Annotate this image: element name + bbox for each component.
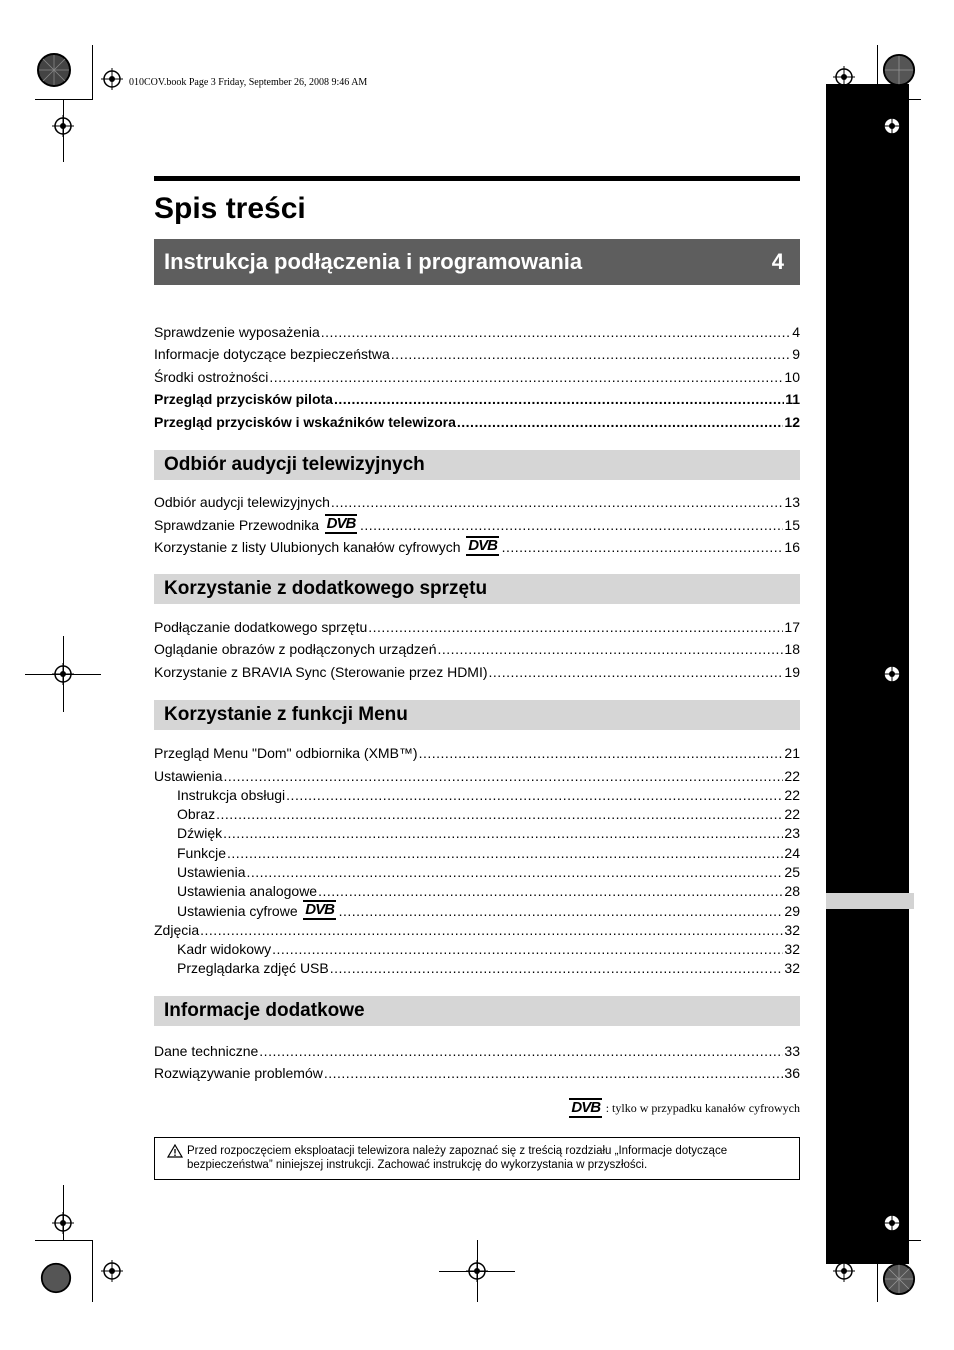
warning-text: Przed rozpoczęciem eksploatacji telewizora należy zapoznać się z treścią rozdziału „Informacje dotyczące bezpieczeństwa” niniejszej instrukcji. Zachować instrukcję do wykorzystania w przyszłości.	[187, 1145, 728, 1172]
dvb-logo-icon: DVB	[326, 514, 356, 532]
toc-row[interactable]	[154, 880, 800, 899]
crop-mark	[877, 1240, 921, 1241]
crop-mark	[877, 99, 921, 100]
toc-row[interactable]	[154, 488, 800, 511]
toc-label: Rozwiązywanie problemów	[154, 1065, 323, 1082]
crop-mark	[877, 45, 878, 100]
toc-page: 32	[784, 960, 800, 977]
dvb-note	[154, 1099, 800, 1117]
side-tab-marker	[826, 893, 914, 909]
leader-dots	[438, 641, 784, 657]
toc-page: 15	[784, 516, 800, 533]
section-list	[154, 488, 800, 556]
crop-mark	[92, 45, 93, 100]
leader-dots	[339, 903, 784, 919]
toc-label: Dźwięk	[177, 825, 223, 842]
toc-label: Przeglądarka zdjęć USB	[177, 960, 329, 977]
top-rule	[154, 176, 800, 181]
toc-row[interactable]	[154, 919, 800, 938]
leader-dots	[368, 619, 783, 635]
toc-page: 24	[784, 844, 800, 861]
toc-row[interactable]	[154, 385, 800, 408]
crop-mark	[439, 1271, 515, 1272]
crop-mark	[877, 1240, 878, 1302]
toc-row[interactable]	[154, 635, 800, 658]
toc-page: 10	[784, 368, 800, 385]
main-section-page: 4	[771, 249, 784, 274]
toc-row[interactable]	[154, 657, 800, 680]
main-section-list	[154, 317, 800, 430]
crosshair-icon	[881, 663, 903, 685]
toc-row[interactable]	[154, 761, 800, 784]
toc-label: Ustawienia	[154, 767, 223, 784]
toc-row[interactable]	[154, 841, 800, 860]
dvb-logo-icon: DVB	[571, 1099, 601, 1117]
toc-label: Środki ostrożności	[154, 368, 269, 385]
dvb-note-text: : tylko w przypadku kanałów cyfrowych	[605, 1100, 800, 1115]
toc-label: Odbiór audycji telewizyjnych	[154, 494, 330, 510]
safety-warning	[154, 1137, 800, 1180]
crop-mark	[92, 1240, 93, 1302]
toc-label: Obraz	[177, 806, 216, 823]
crosshair-icon	[52, 1212, 74, 1234]
leader-dots	[419, 745, 784, 761]
leader-dots	[330, 960, 784, 976]
leader-dots	[216, 806, 783, 822]
leader-dots	[269, 369, 783, 385]
crosshair-icon	[101, 1260, 123, 1282]
toc-row[interactable]	[154, 407, 800, 430]
toc-row[interactable]	[154, 317, 800, 340]
toc-page: 13	[784, 494, 800, 510]
crop-mark	[35, 99, 93, 100]
main-section-title: Instrukcja podłączenia i programowania	[164, 249, 583, 274]
toc-page: 33	[784, 1042, 800, 1059]
toc-row[interactable]	[154, 803, 800, 822]
toc-label: Dane techniczne	[154, 1042, 259, 1059]
toc-row[interactable]	[154, 822, 800, 841]
toc-page: 18	[784, 641, 800, 657]
toc-label: Sprawdzenie wyposażenia	[154, 323, 320, 340]
leader-dots	[324, 1065, 784, 1081]
toc-page: 25	[784, 863, 800, 880]
toc-label: Przegląd Menu "Dom" odbiornika (XMB™)	[154, 745, 418, 761]
toc-label: Zdjęcia	[154, 921, 200, 938]
crop-mark	[35, 1240, 93, 1241]
toc-row[interactable]	[154, 957, 800, 976]
toc-label: Kadr widokowy	[177, 941, 272, 958]
leader-dots	[457, 414, 784, 430]
toc-row[interactable]	[154, 739, 800, 762]
toc-page: 12	[784, 413, 800, 430]
leader-dots	[246, 864, 783, 880]
toc-label: Sprawdzanie Przewodnika	[154, 516, 319, 533]
section-header: Informacje dodatkowe	[154, 996, 800, 1026]
toc-page: 19	[784, 663, 800, 680]
leader-dots	[200, 922, 783, 938]
toc-row[interactable]	[154, 861, 800, 880]
book-header: 010COV.book Page 3 Friday, September 26, 2008 9:46 AM	[129, 77, 368, 88]
registration-target-icon	[882, 1262, 916, 1296]
toc-row[interactable]	[154, 784, 800, 803]
crosshair-icon	[881, 115, 903, 137]
dvb-logo-icon: DVB	[468, 537, 497, 554]
leader-dots	[286, 787, 783, 803]
toc-label: Informacje dotyczące bezpieczeństwa	[154, 346, 390, 362]
crosshair-icon	[833, 1260, 855, 1282]
toc-row[interactable]	[154, 1059, 800, 1082]
crosshair-icon	[52, 115, 74, 137]
leader-dots	[334, 391, 784, 407]
leader-dots	[318, 883, 783, 899]
toc-page: 11	[785, 391, 800, 407]
toc-label: Ustawienia analogowe	[177, 883, 318, 900]
toc-row[interactable]	[154, 899, 800, 918]
leader-dots	[489, 664, 784, 680]
main-section-header	[154, 239, 800, 285]
leader-dots	[223, 768, 783, 784]
toc-page: 22	[784, 767, 800, 784]
toc-label: Funkcje	[177, 844, 227, 861]
leader-dots	[223, 825, 783, 841]
toc-page: 28	[784, 883, 800, 900]
leader-dots	[391, 346, 791, 362]
toc-label: Przegląd przycisków pilota	[154, 391, 333, 407]
toc-page: 32	[784, 941, 800, 958]
crosshair-icon	[52, 663, 74, 685]
toc-row[interactable]	[154, 938, 800, 957]
toc-row[interactable]	[154, 510, 800, 533]
toc-page: 4	[792, 323, 800, 340]
crosshair-icon	[833, 66, 855, 88]
crosshair-icon	[881, 1212, 903, 1234]
leader-dots	[502, 539, 784, 555]
toc-label: Przegląd przycisków i wskaźników telewizora	[154, 413, 456, 430]
toc-content	[154, 176, 800, 1180]
toc-label: Podłączanie dodatkowego sprzętu	[154, 618, 368, 635]
leader-dots	[360, 517, 783, 533]
toc-label: Korzystanie z listy Ulubionych kanałów cyfrowych	[154, 539, 461, 555]
toc-page: 36	[784, 1065, 800, 1082]
toc-page: 16	[784, 539, 800, 555]
toc-page: 17	[784, 618, 800, 635]
leader-dots	[331, 494, 784, 510]
toc-label: Ustawienia cyfrowe	[177, 902, 298, 919]
leader-dots	[227, 845, 783, 861]
dvb-logo-icon: DVB	[305, 900, 334, 918]
toc-page: 29	[784, 902, 800, 919]
toc-page: 22	[784, 786, 800, 803]
leader-dots	[321, 324, 791, 340]
toc-page: 32	[784, 921, 800, 938]
registration-target-icon	[40, 1262, 72, 1294]
toc-label: Oglądanie obrazów z podłączonych urządzeń	[154, 641, 437, 657]
section-header: Korzystanie z funkcji Menu	[154, 700, 800, 730]
toc-row[interactable]	[154, 1036, 800, 1059]
toc-row[interactable]	[154, 362, 800, 385]
section-list	[154, 1036, 800, 1081]
leader-dots	[272, 941, 783, 957]
toc-page: 22	[784, 806, 800, 823]
toc-row[interactable]	[154, 340, 800, 363]
toc-row[interactable]	[154, 533, 800, 556]
toc-page: 21	[784, 745, 800, 761]
toc-label: Ustawienia	[177, 863, 246, 880]
toc-page: 9	[792, 346, 800, 362]
crosshair-icon	[101, 68, 123, 90]
registration-target-icon	[882, 53, 916, 87]
toc-label: Korzystanie z BRAVIA Sync (Sterowanie przez HDMI)	[154, 663, 488, 680]
page-title: Spis treści	[154, 192, 306, 225]
section-header: Korzystanie z dodatkowego sprzętu	[154, 574, 800, 604]
registration-target-icon	[36, 52, 72, 88]
section-header: Odbiór audycji telewizyjnych	[154, 450, 800, 480]
leader-dots	[259, 1043, 783, 1059]
warning-triangle-icon	[167, 1144, 183, 1158]
section-list	[154, 739, 800, 977]
toc-page: 23	[784, 825, 800, 842]
section-list	[154, 612, 800, 680]
toc-row[interactable]	[154, 612, 800, 635]
toc-label: Instrukcja obsługi	[177, 786, 286, 803]
